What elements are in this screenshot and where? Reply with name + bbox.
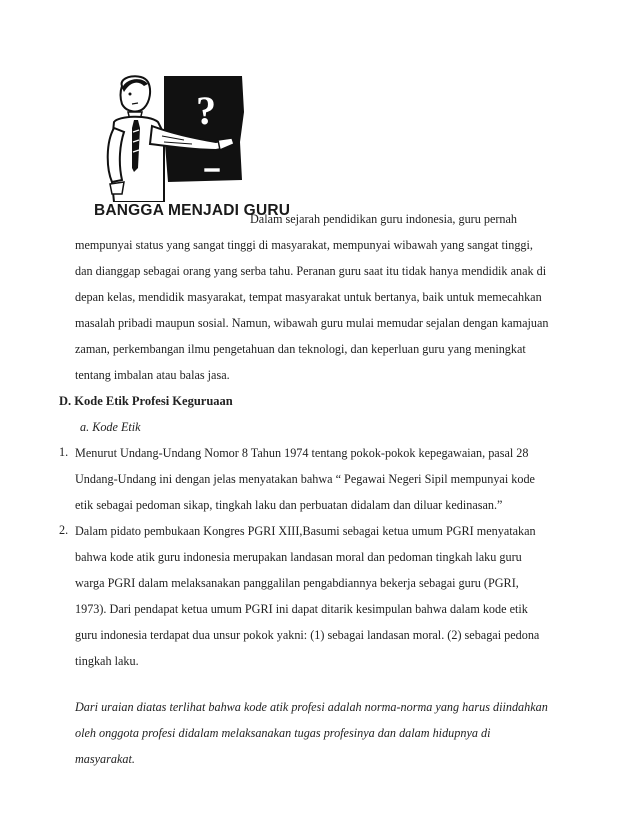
- intro-line: dan dianggap sebagai orang yang serba tahu. Peranan guru saat itu tidak hanya mendidik anak di: [75, 264, 547, 278]
- board-question-mark: ?: [196, 88, 216, 133]
- intro-line: tentang imbalan atau balas jasa.: [75, 368, 230, 382]
- list-item-line: Menurut Undang-Undang Nomor 8 Tahun 1974 tentang pokok-pokok kepegawaian, pasal 28: [75, 446, 529, 460]
- list-item-number: 1.: [59, 445, 69, 459]
- teacher-illustration: [92, 72, 291, 232]
- conclusion-line: Dari uraian diatas terlihat bahwa kode atik profesi adalah norma-norma yang harus diindahkan: [75, 700, 548, 714]
- intro-line: zaman, perkembangan ilmu pengetahuan dan teknologi, dan keperluan guru yang meningkat: [75, 342, 526, 356]
- list-item-line: Dalam pidato pembukaan Kongres PGRI XIII,Basumi sebagai ketua umum PGRI menyatakan: [75, 524, 536, 538]
- list-item-number: 2.: [59, 523, 69, 537]
- intro-line: masalah pribadi maupun sosial. Namun, wibawah guru mulai memudar sejalan dengan kamajuan: [75, 316, 549, 330]
- intro-line: mempunyai status yang sangat tinggi di masyarakat, mempunyai wibawah yang sangat tinggi,: [75, 238, 533, 252]
- list-item-line: bahwa kode atik guru indonesia merupakan landasan moral dan pedoman tingkah laku guru: [75, 550, 522, 564]
- figure-caption: BANGGA MENJADI GURU: [94, 202, 291, 219]
- list-item-line: guru indonesia terdapat dua unsur pokok yakni: (1) sebagai landasan moral. (2) sebagai pedona: [75, 628, 540, 642]
- list-item-line: Undang-Undang ini dengan jelas menyatakan bahwa “ Pegawai Negeri Sipil mempunyai kode: [75, 472, 535, 486]
- intro-line: Dalam sejarah pendidikan guru indonesia, guru pernah: [250, 212, 518, 226]
- teacher-pointing-image: [92, 72, 250, 202]
- list-item-line: tingkah laku.: [75, 654, 139, 668]
- section-subheading: a. Kode Etik: [80, 420, 141, 434]
- list-item-line: warga PGRI dalam melaksanakan panggalilan pengabdiannya bekerja sebagai guru (PGRI,: [75, 576, 519, 590]
- conclusion-line: oleh onggota profesi didalam melaksanakan tugas profesinya dan dalam hidupnya di: [75, 726, 491, 740]
- intro-line: depan kelas, mendidik masyarakat, tempat masyarakat untuk bertanya, baik untuk memecahkan: [75, 290, 542, 304]
- section-heading: D. Kode Etik Profesi Keguruaan: [59, 394, 233, 408]
- list-item-line: etik sebagai pedoman sikap, tingkah laku dan perbuatan didalam dan diluar kedinasan.”: [75, 498, 503, 512]
- list-item-line: 1973). Dari pendapat ketua umum PGRI ini dapat ditarik kesimpulan bahwa dalam kode etik: [75, 602, 528, 616]
- conclusion-line: masyarakat.: [75, 752, 135, 766]
